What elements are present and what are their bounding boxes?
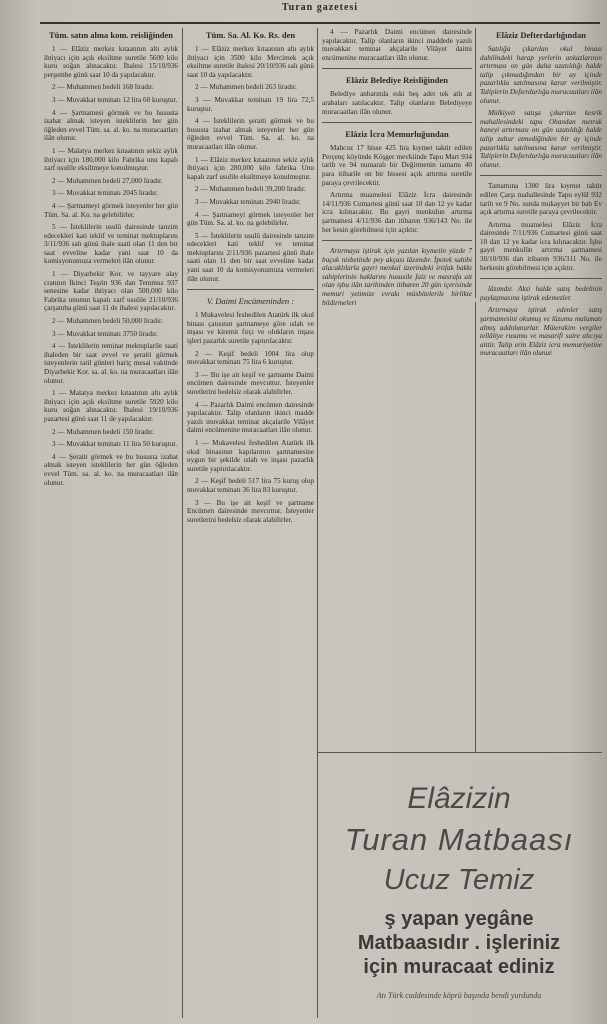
- paragraph: 2 — Muhammen bedeli 168 liradır.: [52, 83, 154, 92]
- paragraph: lâzımdır. Aksi halde satış bedelinin paylaşmasına iştirak edemezler.: [480, 285, 602, 302]
- ad-line-5: Matbaasıdır . işleriniz: [357, 932, 561, 954]
- col4-paragraphs: [480, 182, 602, 272]
- paragraph: 1 — Malatya merkez kıtaatının sekiz aylık ihtiyacı için 180,000 kilo Fabrika unu kapalı zarf usulile eksiltmeye konulmuştur.: [44, 146, 178, 173]
- ad-line-2: Turan Matbaası: [344, 822, 574, 857]
- paragraph: 1 — Elâziz merkez kıtaatının sekiz aylık ihtiyacı için 280,000 kilo fabrika Unu kapalı zarf usulile eksiltmeye konulmuştur.: [187, 155, 314, 181]
- ad-footer: Atı Türk caddesinde köprü başında bendi yurdunda: [376, 991, 542, 1000]
- col4-title: Elâziz Defterdarlığından: [496, 30, 586, 40]
- paragraph: Satılığa çıkarılan okul binası dahilindeki harap yerlerin ankazlarının artırması on gün daha uzatıldığı halde talip çıkmadığından bir ay içinde pazarlıkla satılmasına karar verilmiştir. Taliplerin Defterdarlığa muracaatları ilân olunur.: [480, 45, 602, 105]
- paragraph: 1 — Diyarbekir Kor. ve tayyare alay cratının İkinci Teşrin 936 dan Temmuz 937 senesine kadar ihtiyacı olan 500,000 kilo Fabrika ununun kapalı zarf usulile 21/10/936 çarşamba günü saat 11 de ihalesi yapılacaktır.: [44, 270, 178, 313]
- page-header: [40, 2, 600, 24]
- col3-top-paragraphs: [322, 28, 472, 62]
- col1-title: Tüm. satın alma kom. reisliğinden: [48, 30, 174, 40]
- col2-paragraphs: [187, 45, 314, 283]
- paragraph: Tamamına 1300 lira kıymet taktir edilen Çarşı mahallesinde Tapu eylül 932 tarih ve 9 No. sunda mukayyet bir bab Ev açık artırma suretile paraya çevrilecektir.: [480, 182, 602, 217]
- paragraph: 2 — Muhammen bedeli 150 liradır.: [52, 427, 154, 436]
- paragraph: 4 — Şartnameyi görmek isteyenler her gün Tüm. Sa. al. ko. na gelebilirler.: [187, 210, 314, 228]
- paragraph: 3 — Muvakkat teminatı 2045 liradır.: [52, 189, 158, 198]
- paragraph: 2 — Keşif bedeli 517 lira 75 kuruş olup muvakkat teminatı 36 lira 83 kuruştur.: [187, 477, 314, 494]
- col4-bottom-paragraphs: [480, 285, 602, 358]
- section-rule: [480, 175, 602, 176]
- icra-title: Elâziz İcra Memurluğundan: [345, 129, 449, 140]
- paragraph: 4 — Pazarlık Daimi encümen dairesinde yapılacaktır. Talip olanların ikinci madde yazılı muvakkat teminat akçalarile Vilâyet daimi encümenine muracaatları ilân olunur.: [187, 400, 314, 435]
- paragraph: 2 — Muhammen bedeli 263 liradır.: [195, 83, 297, 92]
- belediye-title: Elâziz Belediye Reisliğinden: [346, 75, 448, 86]
- paragraph: 3 — Muvakkat teminatı 12 lira 60 kuruştur.: [52, 95, 178, 104]
- belediye-paragraphs: [322, 90, 472, 116]
- turan-matbaasi-ad: [318, 752, 600, 1022]
- paragraph: 4 — Pazarlık Daimi encümen dairesinde yapılacaktır. Talip olanların ikinci maddede yazılı muvakkat teminat akçalarile Vilâyet daimi encümenine muracaatları ilân olunur.: [322, 28, 472, 62]
- section-rule: [480, 278, 602, 279]
- defterdarlik-paragraphs: [480, 45, 602, 169]
- paragraph: Artırmaya iştirak için yazılan kıymetin yüzde 7 buçuk nisbetinde pey akçası lâzımdır. İpotek sahibi alacaklılarla gayri menkul üzerindeki irtifak hakkı sahiplerinin haklarını hususile faiz ve masrafa ait olan işbu ilân tarihinden itibaren 20 gün içerisinde memuri yetimize evrakı müsbitelerile birlikte bildirmeleri: [322, 247, 472, 307]
- paragraph: 2 — Muhammen bedeli 39,200 liradır.: [195, 185, 306, 194]
- paragraph: 1 Mukavelesi feshedilen Atatürk ilk okul binası çatısının şartnameye göre ıslah ve inşası ve kiremit fırçı ve olukların inşası işleri pazarlık suretile yaptırılacaktır.: [187, 311, 314, 346]
- column-1: [44, 28, 178, 1018]
- paragraph: 3 — Muvakkat teminatı 2940 liradır.: [195, 197, 301, 206]
- column-4: [480, 28, 602, 748]
- section-rule: [187, 289, 314, 290]
- ad-line-1: Elâzizin: [407, 782, 511, 815]
- paragraph: 1 — Mukavelesi feshedilen Atatürk ilk okul binasının kapılarının şartnamesine uygun bir şekilde ıslah ve inşası pazarlık suretile yaptırılacaktır.: [187, 438, 314, 473]
- paragraph: Artırmaya iştirak edenler satış şartnamesini okumuş ve lüzumu malumatı almış addolunurlar. Müterakim vergiler tellâliye rusumu ve masarifi saire alıcıya aittir. Talip erin Elâziz icra memuriyetine muracaatları ilân olunur.: [480, 306, 602, 358]
- column-divider: [475, 28, 476, 298]
- col2-sub-title: V. Daimi Encümeninden :: [206, 296, 295, 307]
- column-divider: [182, 28, 183, 1018]
- newspaper-name: Turan gazetesi: [281, 2, 359, 13]
- col2-sub-paragraphs: [187, 311, 314, 524]
- paragraph: 2 — Keşif bedeli 1004 lira olup muvakkat teminatı 75 lira 6 kuruştur.: [187, 349, 314, 367]
- section-rule: [322, 122, 472, 123]
- paragraph: Mahcuz 17 hisse 425 lira kıymet taktir edilen Perçenç köyünde Köşger mevkiinde Tapu Mart 934 tarih ve 94 numaralı bir Değirmenin tamamı 40 para itibarile on bir hissesi açık artırma suretile paraya çevrilecektir.: [322, 144, 472, 187]
- column-3: [322, 28, 472, 748]
- column-2: [187, 28, 314, 1018]
- paragraph: 2 — Muhammen bedeli 50,000 liradır.: [52, 317, 163, 326]
- paragraph: 5 — İsteklilerin usulü dairesinde tanzim edecekleri kati teklif ve teminat mektuplarını 3/11/936 salı günü ihale saati olan 11 den bir saat evveline kadar yani saat 10 da komisyonumuza vermeleri ilân olunur.: [44, 223, 178, 266]
- icra-paragraphs: [322, 144, 472, 234]
- section-rule: [322, 68, 472, 69]
- paragraph: 4 — Şeraiti görmek ve bu hususta izahat almak isteyen isteklilerin her gün öğleden evvel Tüm. sa. al. ko. na muracaatları ilân olunur.: [44, 452, 178, 487]
- ad-line-3: Ucuz Temiz: [383, 864, 535, 896]
- column-divider: [475, 302, 476, 752]
- paragraph: 1 — Elâziz merkez kıtaatının altı aylık ihtiyacı için 3500 kilo Mercimek açık eksiltme suretile ihalesi 20/10/936 salı günü saat 10 da yapılacaktır.: [187, 45, 314, 79]
- col1-paragraphs: [44, 45, 178, 487]
- paragraph: 4 — İsteklilerin şeraiti görmek ve bu hususta izahat almak isteyenler her gün öğleden evvel Tüm. Sa. al. ko. na muracaatları ilân olunur.: [187, 117, 314, 151]
- paragraph: 3 — Bu işe ait keşif ve şartname Daimi encümen dairesinde mevcuttur. İsteyenler suretlerini bedelsiz olarak alabilirler.: [187, 370, 314, 396]
- paragraph: 5 — İsteklilerin usulü dairesinde tanzim edecekleri kati teklif ve teminat mektuplarını 2/11/936 pazartesi günü ihale saati olan 11 den bir saat evveline kadar yani saat 10 da komisyonumuza vermeleri ilân olunur.: [187, 231, 314, 283]
- paragraph: 4 — İsteklilerin teminat mektuplarile saati ihaleden bir saat evvel ve şeraiti görmek isteyenlerin tatil günleri hariç mesai vaktinde Diyarbekir Kor. sa. al. ko. na muracaatları ilân olunur.: [44, 342, 178, 385]
- paragraph: Belediye anbarında eski beş adet tek atlı at arabaları satılacaktır. Talip olanların Belediyeye muracaatları ilân olunur.: [322, 90, 472, 116]
- paragraph: 1 — Elâziz merkez kıtaatının altı aylık ihtiyacı için açık eksiltme suretile 5600 kilo kuru soğan alınacaktır. İhalesi 15/10/936 perşembe günü saat 10 da yapılacaktır.: [44, 45, 178, 79]
- paragraph: Artırma muamelesi Elâziz İcra dairesinde 14/11/936 Cumartesi günü saat 10 dan 12 ye kadar icra kılınacaktır. Bu gayri menkulun artırma şartnamesi 4/11/936 dan itibaren 936/143 No. ile her kesin görebilmesi için açıktır.: [322, 191, 472, 234]
- ad-line-4: ş yapan yegâne: [384, 908, 534, 930]
- ad-line-6: için muracaat ediniz: [363, 956, 555, 978]
- paragraph: 3 — Muvakkat teminatı 19 lira 72,5 kuruştur.: [187, 95, 314, 113]
- paragraph: Mülkiyeti satışa çıkarılan kesrik mahallesindeki tapu Ohandan metruk haneyi artırması on gün uzatıldığı halde talip zuhur etmediğinden bir ay içinde pazarlıkla satılmasına karar verilmiştir. Taliplerin Defterdarlığa muracaatları ilân olunur.: [480, 109, 602, 169]
- icra-italic-paragraphs: [322, 247, 472, 307]
- col2-title: Tüm. Sa. Al. Ko. Rs. den: [205, 30, 296, 40]
- paragraph: 1 — Malatya merkez kıtaatının altı aylık ihtiyacı için açık eksiltme suretile 5920 kilo kuru soğan alınacaktır. İhalesi 19/10/936 pazartesi günü saat 11 de yapılacaktır.: [44, 389, 178, 423]
- section-rule: [322, 240, 472, 241]
- paragraph: 3 — Muvakkat teminatı 3750 liradır.: [52, 329, 158, 338]
- paragraph: 4 — Şartnamesi görmek ve bu hususta izahat almak isteyen isteklilerin her gün öğleden evvel Tüm. sa. al. ko. na muracaatları ilân olunur.: [44, 108, 178, 143]
- paragraph: 3 — Muvakkat teminatı 11 lira 50 kuruştur.: [52, 440, 178, 449]
- paragraph: 3 — Bu işe ait keşif ve şartname Encümen dairesinde mevcuttur. İsteyenler suretlerini bedelsiz olarak alabilirler.: [187, 498, 314, 524]
- paragraph: 2 — Muhammen bedeli 27,000 liradır.: [52, 176, 163, 185]
- paragraph: 4 — Şartnameyi görmek isteyenler her gün Tüm. Sa. al. Ko. na gelebilirler.: [44, 201, 178, 219]
- paragraph: Artırma muamelesi Elâziz İcra dairesinde 7/11/936 Cumartesi günü saat 10 dan 12 ye kadar icra kılınacaktır. İşbu gayri menkulün artırma şartnamesi 30/10/936 dan itibaren 936/311 No. ile herkesin görebilmesi için açıktır.: [480, 220, 602, 272]
